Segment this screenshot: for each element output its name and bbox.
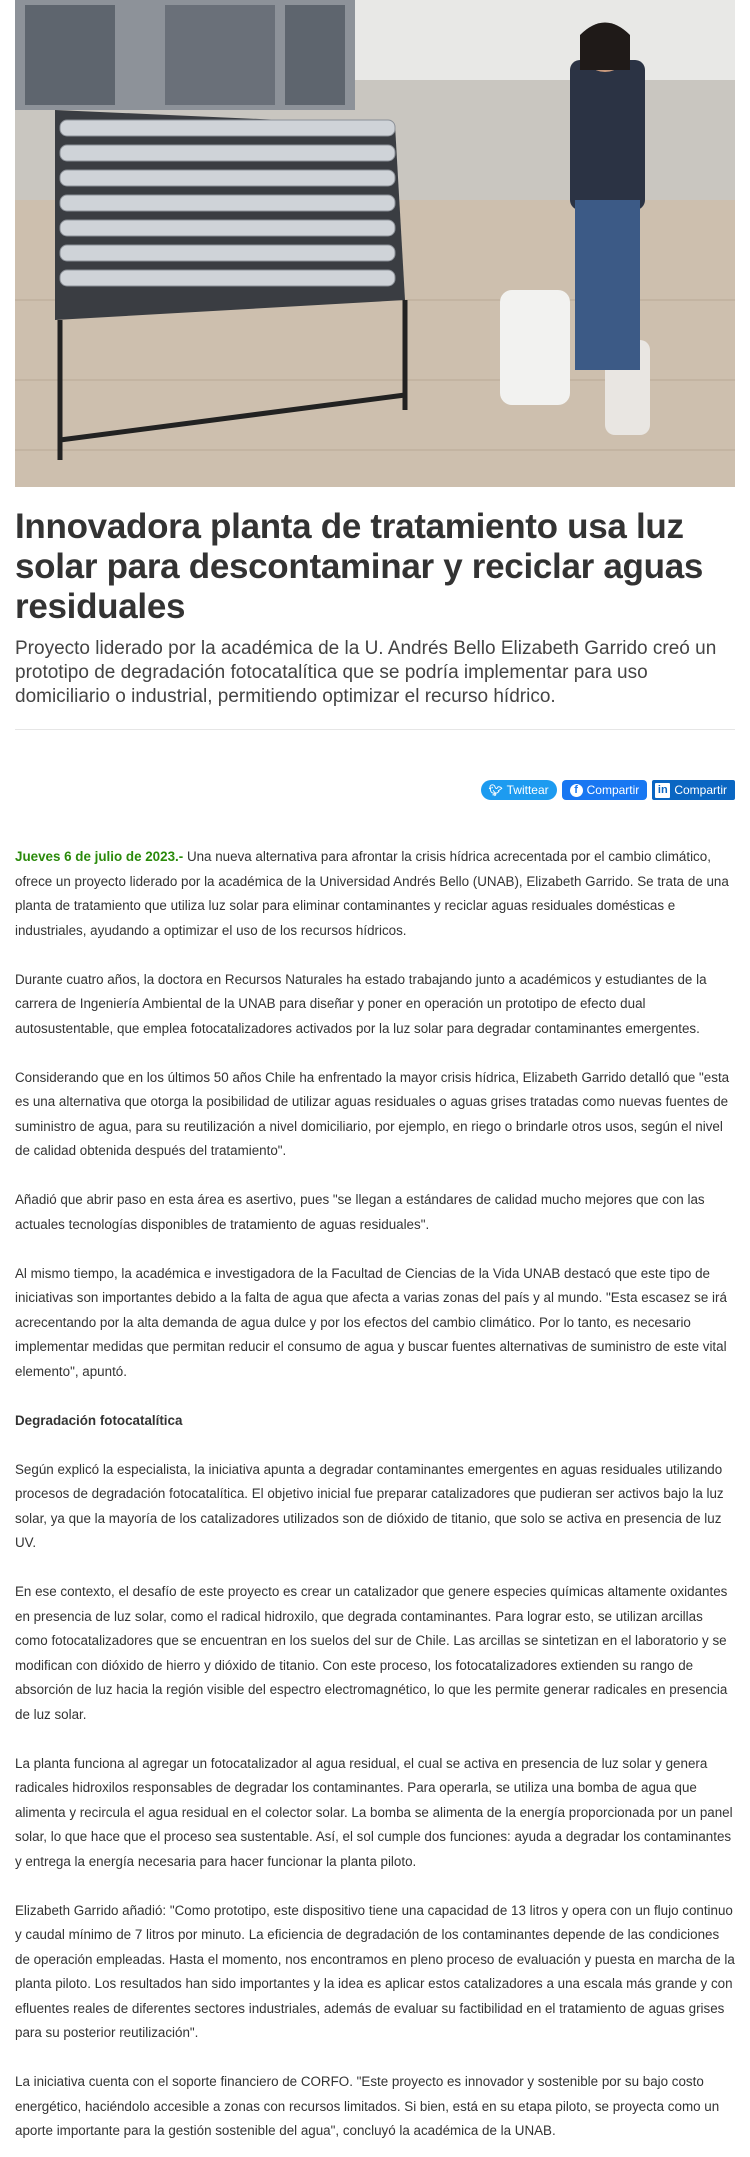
paragraph: Durante cuatro años, la doctora en Recursos Naturales ha estado trabajando junto a académicos y estudiantes de la carrera de Ingeniería Ambiental de la UNAB para diseñar y poner en operación un prototipo de efecto dual autosustentable, que emplea fotocatalizadores activados por la luz solar para degradar contaminantes emergentes. [15, 971, 707, 1036]
paragraph: Elizabeth Garrido añadió: "Como prototipo, este dispositivo tiene una capacidad de 13 litros y opera con un flujo continuo y caudal mínimo de 7 litros por minuto. La eficiencia de degradación de los contaminantes depende de las condiciones de operación empleadas. Hasta el momento, nos encontramos en pleno proceso de evaluación y puesta en marcha de la planta piloto. Los resultados han sido importantes y la idea es aplicar estos catalizadores a una escala más grande y con efluentes reales de diferentes sectores industriales, además de evaluar su factibilidad en el tratamiento de aguas grises para su posterior reutilización". [15, 1902, 735, 2040]
article-date: Jueves 6 de julio de 2023.- [15, 849, 184, 864]
paragraph: En ese contexto, el desafío de este proyecto es crear un catalizador que genere especies químicas altamente oxidantes en presencia de luz solar, como el radical hidroxilo, que degrada contaminantes. Para lograr esto, se utilizan arcillas como fotocatalizadores que se encuentran en los suelos del sur de Chile. Las arcillas se sintetizan en el laboratorio y se modifican con dióxido de hierro y dióxido de titanio. Con este proceso, los fotocatalizadores extienden su rango de absorción de luz hacia la región visible del espectro electromagnético, lo que les permite generar radicales en presencia de luz solar. [15, 1584, 728, 1722]
linkedin-icon: in [655, 783, 670, 798]
article-body [15, 845, 735, 2144]
facebook-share-button[interactable] [562, 780, 648, 800]
paragraph: Jueves 6 de julio de 2023.- Una nueva alternativa para afrontar la crisis hídrica acrecentada por el cambio climático, ofrece un proyecto liderado por la académica de la Universidad Andrés Bello (UNAB), Elizabeth Garrido. Se trata de una planta de tratamiento que utiliza luz solar para eliminar contaminantes y reciclar aguas residuales domésticas e industriales, ayudando a optimizar el uso de los recursos hídricos. [15, 849, 729, 938]
paragraph: Según explicó la especialista, la iniciativa apunta a degradar contaminantes emergentes en aguas residuales utilizando procesos de degradación fotocatalítica. El objetivo inicial fue preparar catalizadores que pudieran ser activos bajo la luz solar, ya que la mayoría de los catalizadores utilizados son de dióxido de titanio, que solo se activa en presencia de luz UV. [15, 1461, 724, 1550]
article-subtitle: Proyecto liderado por la académica de la U. Andrés Bello Elizabeth Garrido creó un prototipo de degradación fotocatalítica que se podría implementar para uso domiciliario o industrial, permitiendo optimizar el recurso hídrico. [15, 638, 717, 707]
linkedin-label: Compartir [674, 783, 727, 797]
twitter-icon: 🐦︎ [488, 784, 503, 797]
paragraph: Añadió que abrir paso en esta área es asertivo, pues "se llegan a estándares de calidad mucho mejores que con las actuales tecnologías disponibles de tratamiento de aguas residuales". [15, 1192, 705, 1232]
paragraph: Al mismo tiempo, la académica e investigadora de la Facultad de Ciencias de la Vida UNAB destacó que este tipo de iniciativas son importantes debido a la falta de agua que afecta a varias zonas del país y al mundo. "Esta escasez se irá acrecentando por la alta demanda de agua dulce y por los efectos del cambio climático. Por lo tanto, es necesario implementar medidas que permitan reducir el consumo de agua y buscar fuentes alternativas de suministro de este vital elemento", apuntó. [15, 1265, 727, 1379]
paragraph: Considerando que en los últimos 50 años Chile ha enfrentado la mayor crisis hídrica, Elizabeth Garrido detalló que "esta es una alternativa que otorga la posibilidad de utilizar aguas residuales o aguas grises tratadas como nuevas fuentes de suministro de agua, para su reutilización a nivel domiciliario, por ejemplo, en riego o brindarle otros usos, según el nivel de calidad obtenida después del tratamiento". [15, 1069, 730, 1158]
article-title: Innovadora planta de tratamiento usa luz solar para descontaminar y reciclar aguas residuales [15, 507, 704, 626]
linkedin-share-button[interactable] [652, 780, 735, 800]
section-heading: Degradación fotocatalítica [15, 1412, 183, 1428]
divider [15, 729, 735, 730]
facebook-icon: f [570, 784, 583, 797]
paragraph: La planta funciona al agregar un fotocatalizador al agua residual, el cual se activa en presencia de luz solar y genera radicales hidroxilos responsables de degradar los contaminantes. Para operarla, se utiliza una bomba de agua que alimenta y recircula el agua residual en el colector solar. La bomba se alimenta de la energía proporcionada por un panel solar, lo que hace que el proceso sea sustentable. Así, el sol cumple dos funciones: ayuda a degradar los contaminantes y entrega la energía necesaria para hacer funcionar la planta piloto. [15, 1755, 733, 1869]
facebook-label: Compartir [586, 783, 640, 797]
twitter-share-button[interactable] [481, 780, 557, 800]
twitter-label: Twittear [506, 783, 549, 797]
share-bar [15, 780, 735, 800]
hero-photo [15, 0, 735, 487]
paragraph: La iniciativa cuenta con el soporte financiero de CORFO. "Este proyecto es innovador y sostenible por su bajo costo energético, haciéndolo accesible a zonas con recursos limitados. Si bien, está en su etapa piloto, se proyecta como un aporte importante para la gestión sostenible del agua", concluyó la académica de la UNAB. [15, 2074, 720, 2138]
